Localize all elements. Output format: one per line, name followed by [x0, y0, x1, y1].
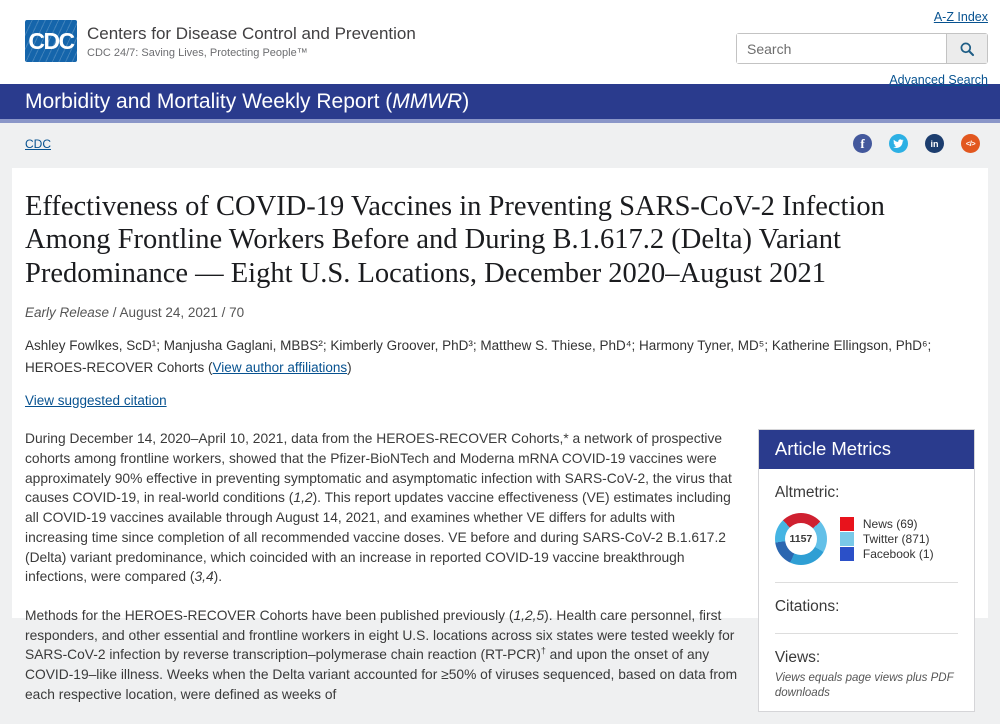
- cdc-logo-acronym: CDC: [28, 27, 74, 54]
- article-metrics-panel: [758, 429, 975, 712]
- cdc-logo-icon: [25, 20, 77, 62]
- view-suggested-citation-link[interactable]: View suggested citation: [25, 393, 167, 409]
- divider: [775, 633, 958, 634]
- altmetric-badge[interactable]: [775, 513, 827, 565]
- search-bar: [736, 33, 988, 64]
- breadcrumb-bar: [0, 123, 1000, 164]
- paragraph-1: During December 14, 2020–April 10, 2021, data from the HEROES-RECOVER Cohorts,* a network of prospective cohorts among frontline workers, showed that the Pfizer-BioNTech and Moderna mRNA COVID-19 vaccines were approximately 90% effective in preventing symptomatic and asymptomatic infection with SARS-CoV-2, the virus that causes COVID-19, in real-world conditions (1,2). This report updates vaccine effectiveness (VE) estimates including all COVID-19 vaccines available through August 14, 2021, and examines whether VE differs for adults with increasing time since completion of all recommended vaccine doses. VE before and during SARS-CoV-2 B.1.617.2 (Delta) variant predominance, which coincided with an increase in reported COVID-19 vaccine breakthrough infections, were compared (3,4).: [25, 431, 732, 585]
- news-color-swatch: [840, 517, 854, 531]
- legend-item-facebook: Facebook (1): [840, 547, 934, 561]
- twitter-icon[interactable]: [889, 134, 908, 153]
- view-author-affiliations-link[interactable]: View author affiliations: [212, 359, 348, 375]
- linkedin-icon[interactable]: in: [925, 134, 944, 153]
- paragraph-2: Methods for the HEROES-RECOVER Cohorts have been published previously (1,2,5). Health care personnel, first responders, and other essential and frontline workers in eight U.S. locations across six states were tested weekly for SARS-CoV-2 infection by reverse transcription–polymerase chain reaction (RT-PCR)† and upon the onset of any COVID-19–like illness. Weeks when the Delta variant accounted for ≥50% of viruses sequenced, based on data from each respective location, were defined as weeks of: [25, 607, 738, 702]
- facebook-color-swatch: [840, 547, 854, 561]
- twitter-color-swatch: [840, 532, 854, 546]
- views-label: Views:: [774, 649, 821, 667]
- divider: [775, 582, 958, 583]
- site-title: Centers for Disease Control and Prevention: [87, 23, 416, 43]
- article-title: Effectiveness of COVID-19 Vaccines in Preventing SARS-CoV-2 Infection Among Frontline Workers Before and During B.1.617.2 (Delta) Variant Predominance — Eight U.S. Locations, December 2020–August 2021: [25, 191, 885, 289]
- altmetric-legend: [840, 517, 934, 562]
- legend-item-twitter: Twitter (871): [840, 532, 934, 546]
- advanced-search-link[interactable]: Advanced Search: [889, 73, 988, 87]
- search-button[interactable]: [946, 34, 987, 63]
- article-metrics-title: Article Metrics: [759, 430, 974, 469]
- legend-item-news: News (69): [840, 517, 934, 531]
- search-input[interactable]: [737, 34, 946, 63]
- az-index-link[interactable]: A-Z Index: [933, 10, 988, 24]
- social-share-icons: [853, 134, 980, 153]
- views-note: Views equals page views plus PDF downloads: [774, 672, 954, 700]
- altmetric-score: 1157: [785, 523, 817, 555]
- site-tagline: CDC 24/7: Saving Lives, Protecting People™: [87, 46, 308, 59]
- release-meta: / August 24, 2021 / 70: [109, 305, 245, 321]
- altmetric-label: Altmetric:: [774, 484, 840, 502]
- main-content: [12, 168, 988, 702]
- facebook-icon[interactable]: f: [853, 134, 872, 153]
- mmwr-banner: [0, 84, 1000, 123]
- mmwr-banner-title: Morbidity and Mortality Weekly Report (MMWR): [25, 89, 470, 113]
- citations-label: Citations:: [774, 598, 840, 616]
- release-type: Early Release: [25, 305, 110, 321]
- release-dateline: [25, 305, 975, 320]
- search-icon: [959, 41, 975, 57]
- cdc-logo[interactable]: [25, 20, 416, 62]
- article-body: [25, 429, 739, 723]
- breadcrumb-cdc-link[interactable]: CDC: [25, 136, 51, 151]
- site-header: [0, 0, 1000, 87]
- syndication-icon[interactable]: </>: [961, 134, 980, 153]
- author-list: Ashley Fowlkes, ScD¹; Manjusha Gaglani, MBBS²; Kimberly Groover, PhD³; Matthew S. Thiese, PhD⁴; Harmony Tyner, MD⁵; Katherine Ellingson, PhD⁶; HEROES-RECOVER Cohorts (View author affiliations): [25, 338, 932, 375]
- header-search-area: [736, 8, 988, 89]
